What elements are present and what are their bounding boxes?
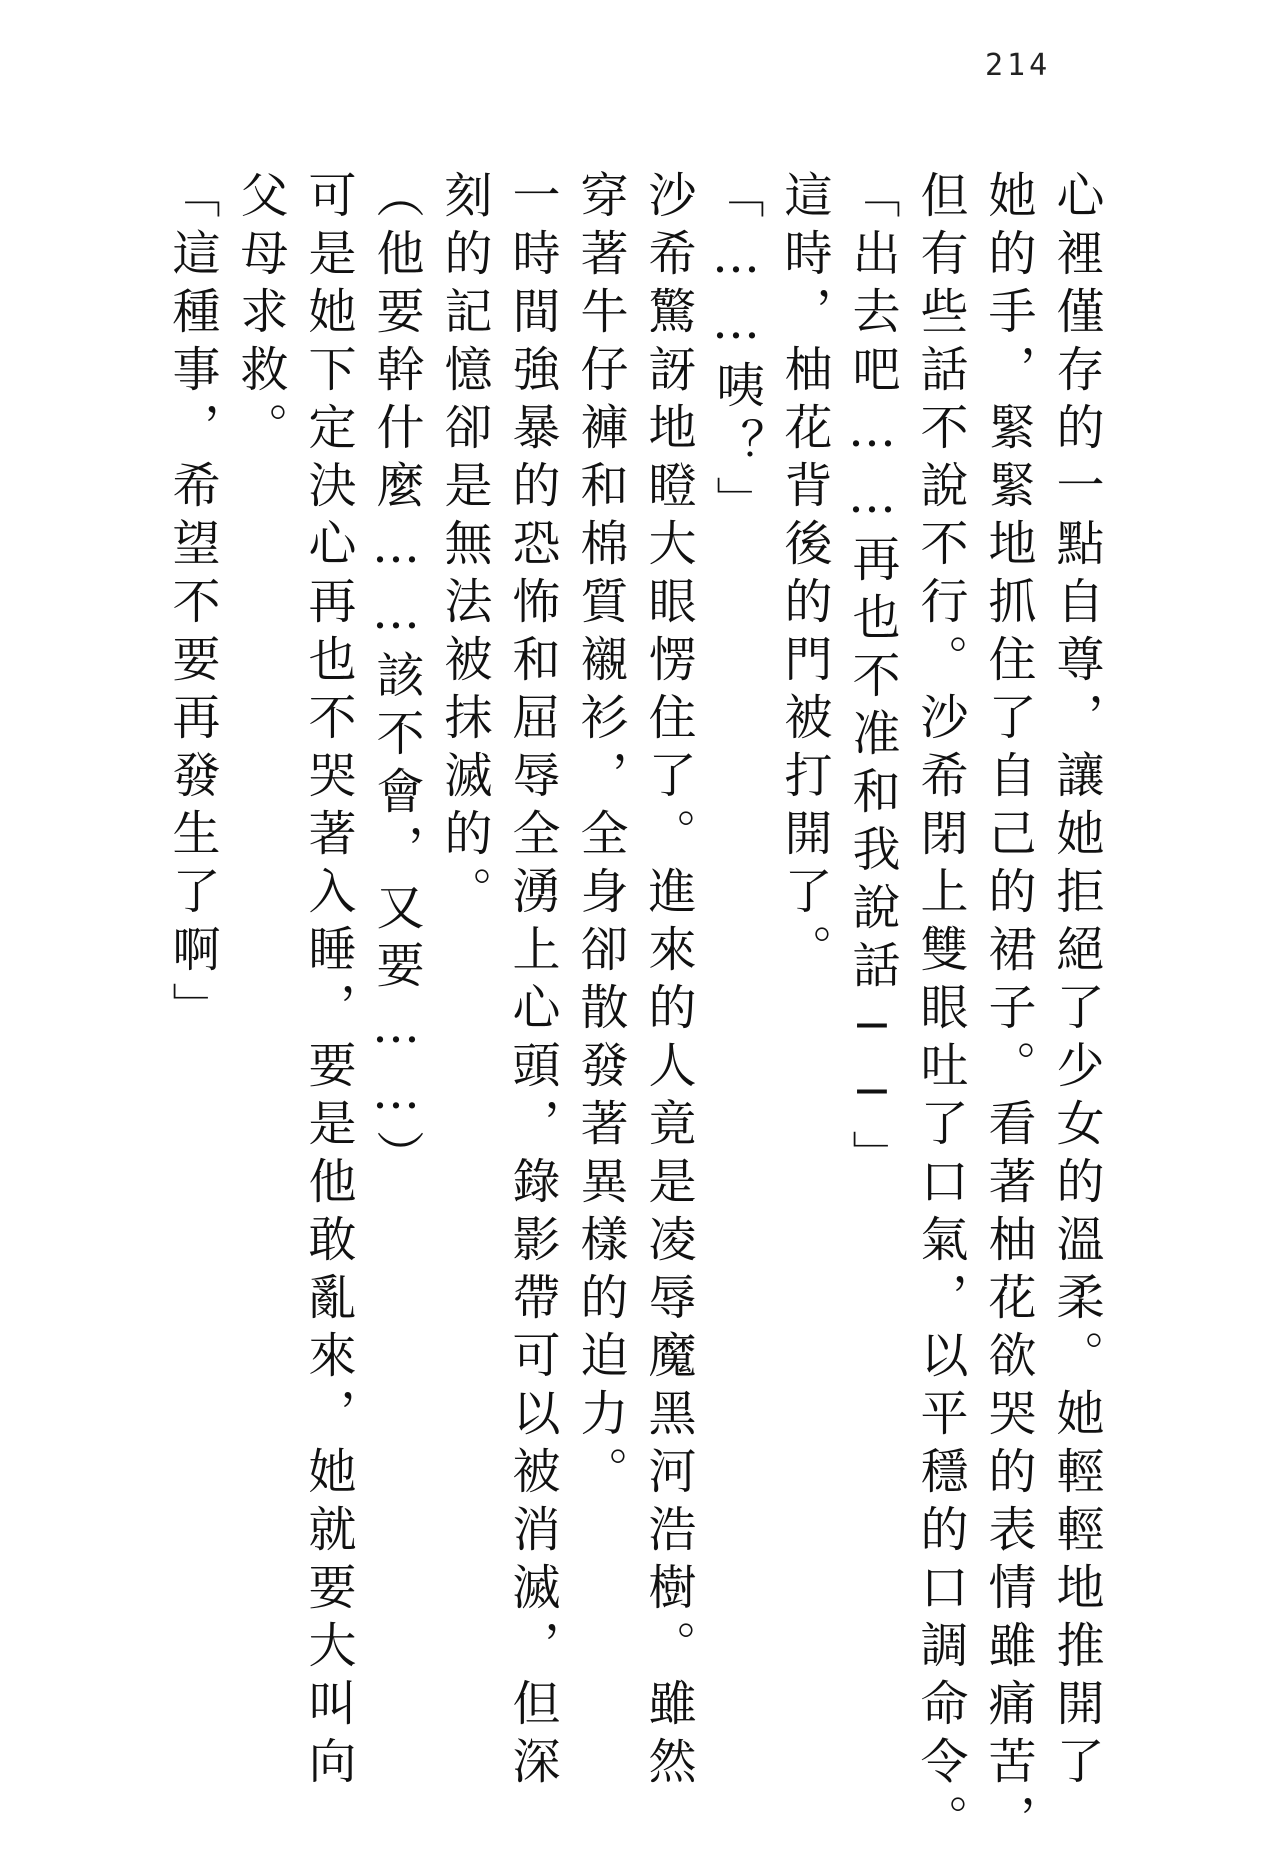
text-column: 她的手，緊緊地抓住了自己的裙子。看著柚花欲哭的表情雖痛苦，: [980, 170, 1036, 1852]
text-column: 沙希驚訝地瞪大眼愣住了。進來的人竟是凌辱魔黑河浩樹。雖然: [640, 170, 696, 1794]
text-column: 一時間強暴的恐怖和屈辱全湧上心頭，錄影帶可以被消滅，但深: [504, 170, 560, 1794]
text-column: 「出去吧……再也不准和我說話──」: [844, 170, 900, 1188]
text-column: 但有些話不說不行。沙希閉上雙眼吐了口氣，以平穩的口調命令。: [912, 170, 968, 1852]
text-column: 刻的記憶卻是無法被抹滅的。: [436, 170, 492, 924]
text-column: 可是她下定決心再也不哭著入睡，要是他敢亂來，她就要大叫向: [300, 170, 356, 1794]
text-column: 父母求救。: [232, 170, 288, 460]
text-column: 心裡僅存的一點自尊，讓她拒絕了少女的溫柔。她輕輕地推開了: [1048, 170, 1104, 1794]
text-column: 「這種事，希望不要再發生了啊」: [164, 170, 220, 1040]
body-text: [158, 170, 1110, 1852]
text-column: （他要幹什麼……該不會，又要……）: [368, 170, 424, 1188]
text-column: 「……咦？」: [708, 170, 764, 534]
page-number: 214: [985, 48, 1052, 83]
text-column: 穿著牛仔褲和棉質襯衫，全身卻散發著異樣的迫力。: [572, 170, 628, 1504]
text-column: 這時，柚花背後的門被打開了。: [776, 170, 832, 982]
